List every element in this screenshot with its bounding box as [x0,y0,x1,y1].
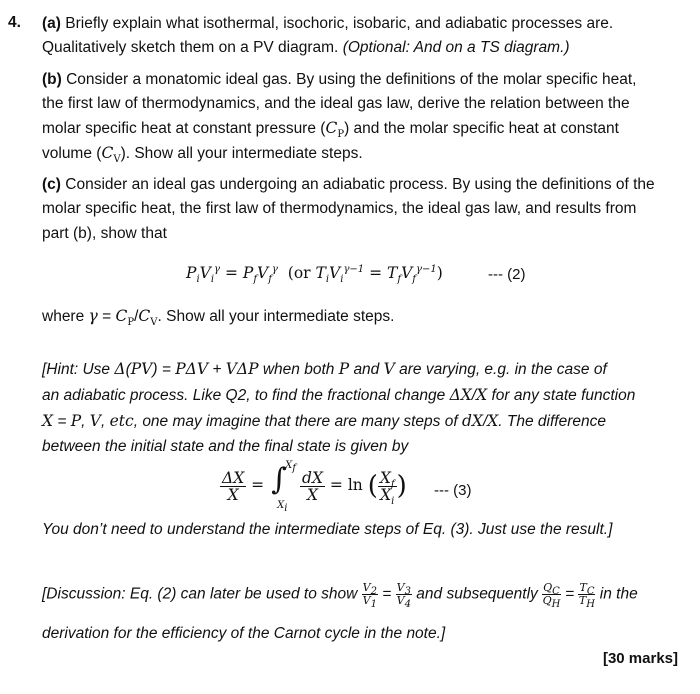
part-a-label: (a) [42,15,61,32]
discussion-line-1: [Discussion: Eq. (2) can later be used to show $\frac{V_2}{V_1}$ = $\frac{V_3}{V_4}$ and subsequently $\frac{Q_C}{Q_H}$ = $\frac{T_C}{T_H}$ in the [42,581,638,611]
part-b-text-1: Consider a monatomic ideal gas. By using the definitions of the molar specific heat, [66,71,637,88]
discussion-text-1b: and subsequently [416,585,538,603]
part-b-line-3 [42,118,619,139]
part-c-line-1 [42,175,655,195]
part-b-line-2 [42,94,630,114]
part-c-line-2 [42,199,636,219]
hint-line-1: [Hint: Use Δ(PV) = PΔV + VΔP when both P and V are varying, e.g. in the case of [42,360,607,378]
part-a-text-2: Qualitatively sketch them on a PV diagram. [42,39,339,56]
part-b-label: (b) [42,71,62,88]
hint-text-4: between the initial state and the final state is given by [42,438,409,455]
discussion-text-1a: [Discussion: Eq. (2) can later be used to show [42,585,358,603]
part-a-optional: (Optional: And on a TS diagram.) [342,39,570,56]
part-c-line-3 [42,224,167,244]
part-b-text-4-start: volume [42,145,92,162]
part-b-text-3: molar specific heat at constant pressure [42,120,316,137]
hint-text-2b: for any state function [491,387,636,404]
discussion-line-2 [42,624,445,644]
hint-text-2a: an adiabatic process. Like Q2, to find the fractional change [42,387,446,404]
cv-symbol: $(C_V)$ [96,144,126,166]
hint-text-1a: [Hint: Use [42,361,111,378]
part-a-text-1: Briefly explain what isothermal, isochoric, isobaric, and adiabatic processes are. [65,15,614,32]
cp-symbol: $(C_P)$ [320,119,350,141]
part-b-text-4-end: . Show all your intermediate steps. [125,145,363,162]
hint-text-3b: , one may imagine that there are many steps of [133,413,458,430]
hint-text-1d: are varying, e.g. in the case of [399,361,607,378]
part-b-text-3-end: and the molar specific heat at constant [353,120,619,137]
hint-text-1b: when both [262,361,335,378]
equation-2: $P_iV_i^\gamma = P_fV_f^\gamma$ (or $T_iV_i^{\gamma-1} = T_fV_f^{\gamma-1}$) [186,263,443,286]
discussion-text-2: derivation for the efficiency of the Carnot cycle in the note.] [42,625,446,642]
hint-line-5 [42,520,612,540]
marks-label: [30 marks] [602,650,678,667]
gamma-definition-line: where $\gamma = C_P/C_V$. Show all your intermediate steps. [42,307,395,329]
where-word: where [42,308,85,325]
hint-line-2: an adiabatic process. Like Q2, to find the fractional change ΔX/X for any state function [42,386,636,404]
hint-line-3: X = P, V, etc, one may imagine that there are many steps of dX/X. The difference [42,412,606,430]
part-a-line-1 [42,14,613,34]
eq3-tag: --- (3) [434,482,472,499]
hint-text-3c: . The difference [498,413,606,430]
part-c-text-2: molar specific heat, the first law of thermodynamics, the ideal gas law, and results from [42,200,637,217]
question-number: 4. [8,14,21,31]
part-a-line-2 [42,38,570,58]
part-b-line-4 [42,143,363,164]
where-end: . Show all your intermediate steps. [157,308,395,325]
discussion-text-1c: in the [599,585,638,603]
part-b-line-1 [42,70,636,90]
part-c-label: (c) [42,176,61,193]
part-c-text-3: part (b), show that [42,225,167,242]
eq2-or: (or [287,264,311,282]
equation-3: $\frac{\Delta X}{X}$ = ∫ $X_f$ $X_i$ $\frac{dX}{X}$ = ln ( $\frac{X_f}{X_i}$ ) [222,460,407,514]
hint-line-4 [42,437,408,457]
part-b-text-2: the first law of thermodynamics, and the ideal gas law, derive the relation between the [42,95,630,112]
part-c-text-1: Consider an ideal gas undergoing an adiabatic process. By using the definitions of the [65,176,655,193]
hint-text-1c: and [353,361,380,378]
hint-text-5: You don’t need to understand the intermediate steps of Eq. (3). Just use the result.] [42,521,613,538]
eq2-tag: --- (2) [488,266,526,283]
